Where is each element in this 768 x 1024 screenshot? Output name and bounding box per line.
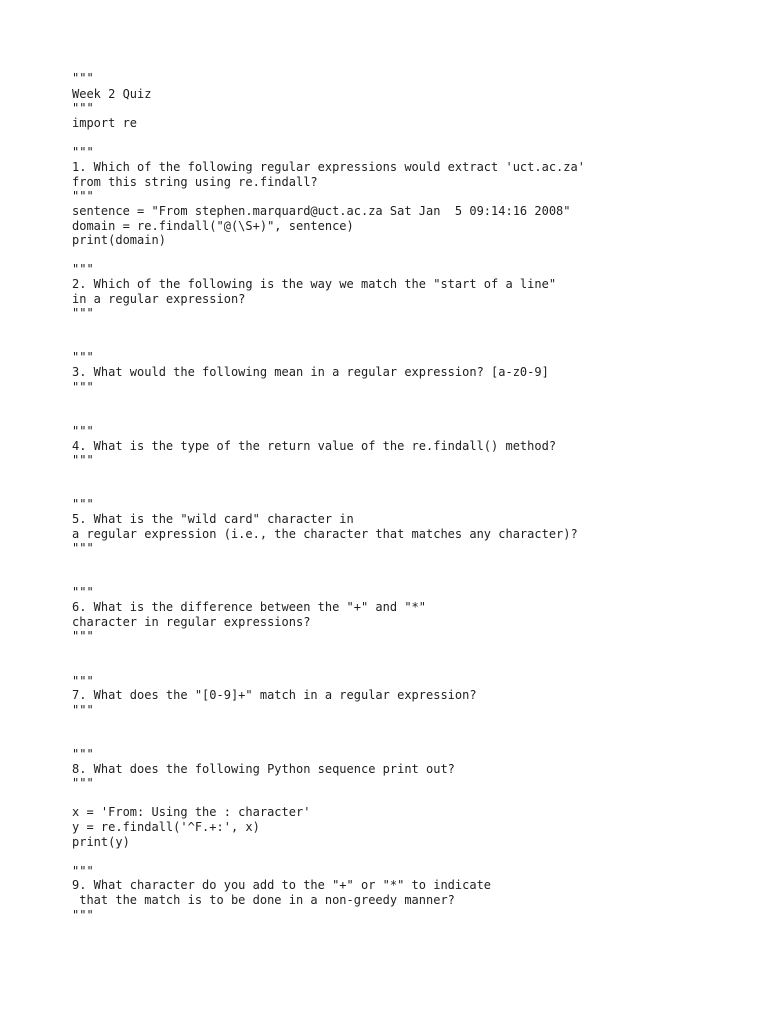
docstring-delimiter: """ xyxy=(72,145,94,159)
docstring-delimiter: """ xyxy=(72,262,94,276)
docstring-delimiter: """ xyxy=(72,189,94,203)
question-8: 8. What does the following Python sequence print out? xyxy=(72,762,455,776)
code-line-x: x = 'From: Using the : character' xyxy=(72,805,311,819)
code-line-print-y: print(y) xyxy=(72,835,130,849)
question-6-line-1: 6. What is the difference between the "+" and "*" xyxy=(72,600,427,614)
code-line-domain: domain = re.findall("@(\S+)", sentence) xyxy=(72,219,354,233)
question-9-line-2: that the match is to be done in a non-greedy manner? xyxy=(72,893,455,907)
docstring-delimiter: """ xyxy=(72,747,94,761)
docstring-delimiter: """ xyxy=(72,585,94,599)
docstring-delimiter: """ xyxy=(72,674,94,688)
docstring-delimiter: """ xyxy=(72,453,94,467)
code-line-print-domain: print(domain) xyxy=(72,233,166,247)
docstring-delimiter: """ xyxy=(72,380,94,394)
docstring-delimiter: """ xyxy=(72,776,94,790)
question-2-line-1: 2. Which of the following is the way we match the "start of a line" xyxy=(72,277,557,291)
question-1-line-2: from this string using re.findall? xyxy=(72,175,318,189)
docstring-delimiter: """ xyxy=(72,629,94,643)
docstring-delimiter: """ xyxy=(72,424,94,438)
docstring-delimiter: """ xyxy=(72,864,94,878)
question-5-line-2: a regular expression (i.e., the character that matches any character)? xyxy=(72,527,578,541)
import-statement: import re xyxy=(72,116,138,130)
question-7: 7. What does the "[0-9]+" match in a regular expression? xyxy=(72,688,477,702)
question-4: 4. What is the type of the return value of the re.findall() method? xyxy=(72,439,557,453)
question-9-line-1: 9. What character do you add to the "+" or "*" to indicate xyxy=(72,878,492,892)
question-2-line-2: in a regular expression? xyxy=(72,292,246,306)
code-line-y: y = re.findall('^F.+:', x) xyxy=(72,820,260,834)
quiz-title: Week 2 Quiz xyxy=(72,87,152,101)
docstring-delimiter: """ xyxy=(72,71,94,85)
question-5-line-1: 5. What is the "wild card" character in xyxy=(72,512,354,526)
docstring-delimiter: """ xyxy=(72,703,94,717)
question-3: 3. What would the following mean in a regular expression? [a-z0-9] xyxy=(72,365,549,379)
docstring-delimiter: """ xyxy=(72,541,94,555)
docstring-delimiter: """ xyxy=(72,101,94,115)
question-6-line-2: character in regular expressions? xyxy=(72,615,311,629)
docstring-delimiter: """ xyxy=(72,350,94,364)
docstring-delimiter: """ xyxy=(72,497,94,511)
docstring-delimiter: """ xyxy=(72,306,94,320)
question-1-line-1: 1. Which of the following regular expressions would extract 'uct.ac.za' xyxy=(72,160,585,174)
code-line-sentence: sentence = "From stephen.marquard@uct.ac.za Sat Jan 5 09:14:16 2008" xyxy=(72,204,571,218)
docstring-delimiter: """ xyxy=(72,908,94,922)
